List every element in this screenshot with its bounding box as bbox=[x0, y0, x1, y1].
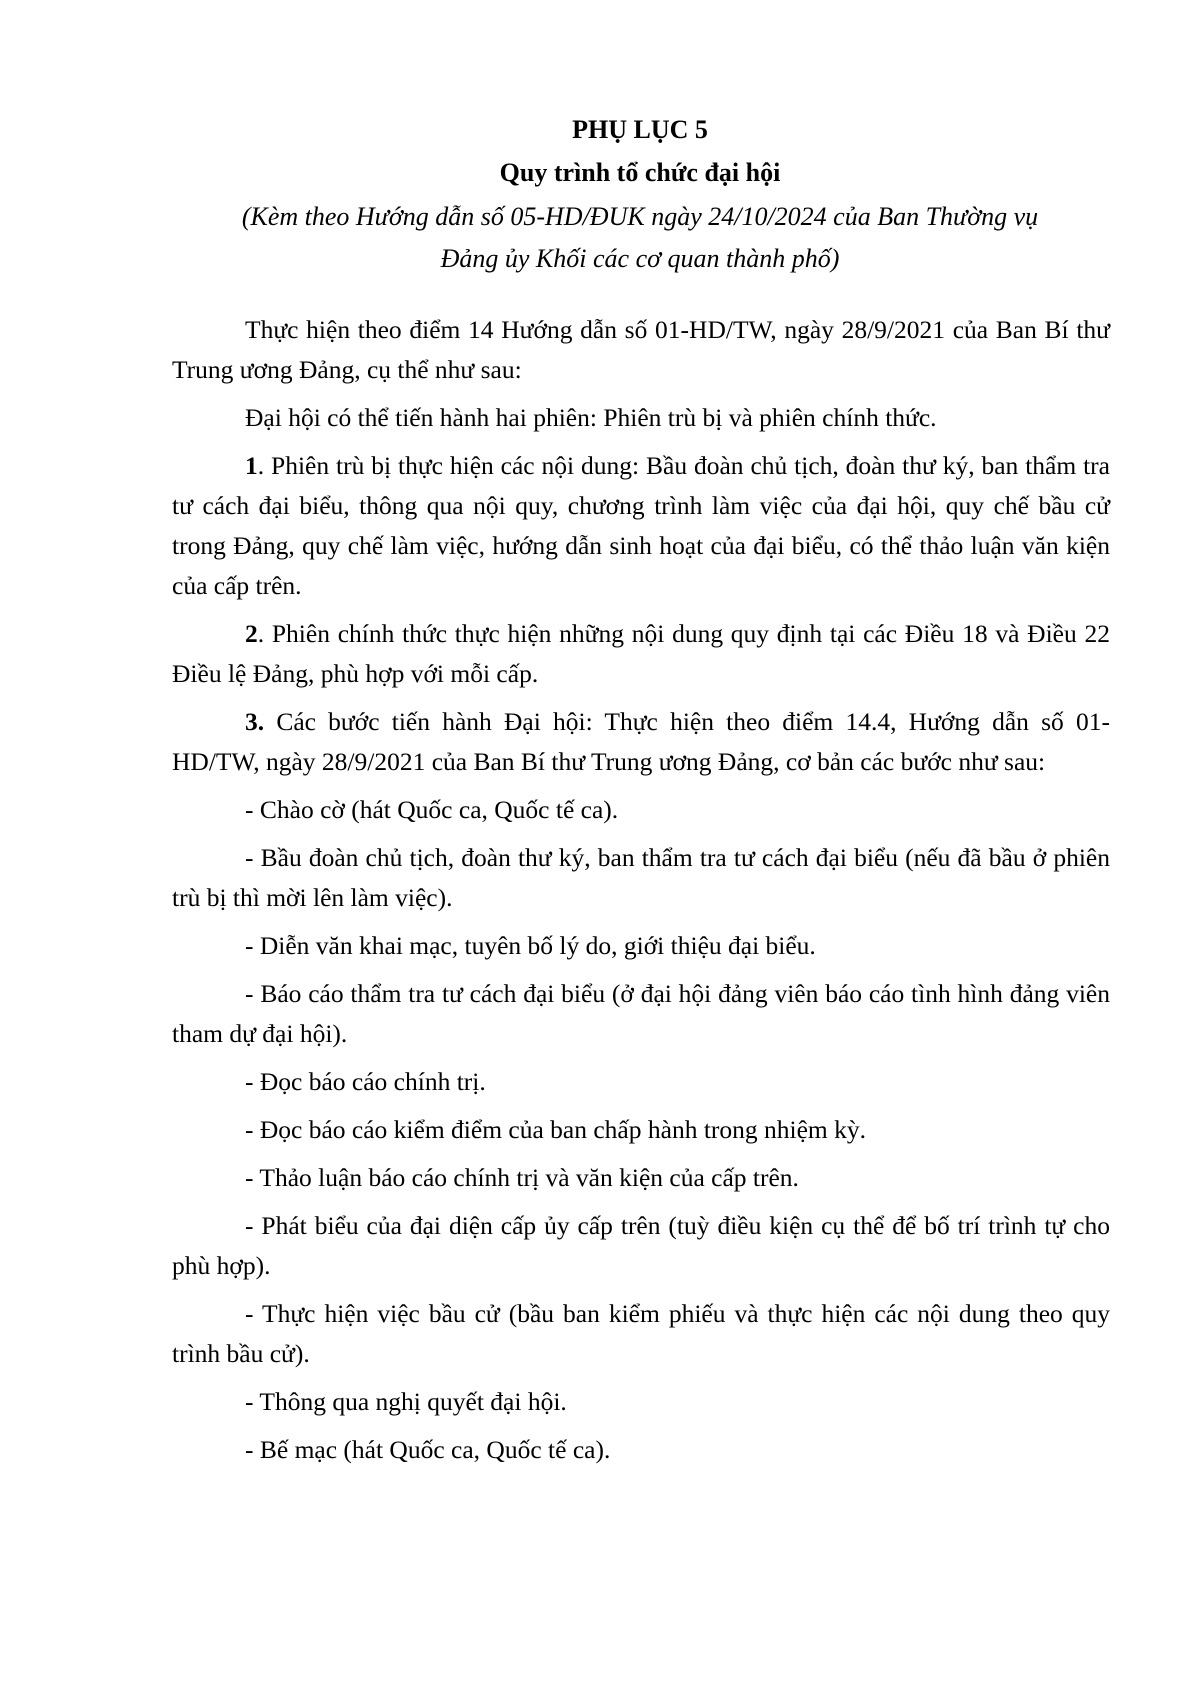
section-paragraph bbox=[172, 614, 1110, 694]
step-item: - Thông qua nghị quyết đại hội. bbox=[245, 1387, 567, 1416]
document-title: Quy trình tổ chức đại hội bbox=[499, 158, 781, 187]
step-item: - Bầu đoàn chủ tịch, đoàn thư ký, ban thẩm tra tư cách đại biểu (nếu đã bầu ở phiên trù bị thì mời lên làm việc). bbox=[172, 843, 1110, 912]
section-text: . Phiên chính thức thực hiện những nội dung quy định tại các Điều 18 và Điều 22 Điều lệ Đảng, phù hợp với mỗi cấp. bbox=[172, 619, 1110, 688]
document-body bbox=[172, 310, 1110, 1478]
section-text: Các bước tiến hành Đại hội: Thực hiện theo điểm 14.4, Hướng dẫn số 01-HD/TW, ngày 28/9/2021 của Ban Bí thư Trung ương Đảng, cơ bản các bước như sau: bbox=[172, 707, 1110, 776]
step-item: - Diễn văn khai mạc, tuyên bố lý do, giới thiệu đại biểu. bbox=[245, 931, 816, 960]
section-paragraph bbox=[172, 446, 1110, 606]
step-item: - Đọc báo cáo chính trị. bbox=[245, 1067, 486, 1096]
section-number: 3. bbox=[245, 707, 265, 736]
subtitle-line-1: (Kèm theo Hướng dẫn số 05-HD/ĐUK ngày 24/10/2024 của Ban Thường vụ bbox=[241, 202, 1039, 231]
step-item: - Bế mạc (hát Quốc ca, Quốc tế ca). bbox=[245, 1435, 611, 1464]
intro-paragraph: Thực hiện theo điểm 14 Hướng dẫn số 01-HD/TW, ngày 28/9/2021 của Ban Bí thư Trung ương Đảng, cụ thể như sau: bbox=[172, 315, 1110, 384]
step-item: - Báo cáo thẩm tra tư cách đại biểu (ở đại hội đảng viên báo cáo tình hình đảng viên tham dự đại hội). bbox=[172, 979, 1110, 1048]
document-subtitle bbox=[170, 196, 1110, 280]
section-text: . Phiên trù bị thực hiện các nội dung: Bầu đoàn chủ tịch, đoàn thư ký, ban thẩm tra tư cách đại biểu, thông qua nội quy, chương trình làm việc của đại hội, quy chế bầu cử trong Đảng, quy chế làm việc, hướng dẫn sinh hoạt của đại biểu, có thể thảo luận văn kiện của cấp trên. bbox=[172, 451, 1110, 600]
subtitle-line-2: Đảng ủy Khối các cơ quan thành phố) bbox=[440, 244, 840, 273]
step-item: - Phát biểu của đại diện cấp ủy cấp trên (tuỳ điều kiện cụ thể để bố trí trình tự cho phù hợp). bbox=[172, 1211, 1110, 1280]
step-item: - Thảo luận báo cáo chính trị và văn kiện của cấp trên. bbox=[245, 1163, 799, 1192]
step-item: - Thực hiện việc bầu cử (bầu ban kiểm phiếu và thực hiện các nội dung theo quy trình bầu cử). bbox=[172, 1299, 1110, 1368]
intro-sessions-paragraph: Đại hội có thể tiến hành hai phiên: Phiên trù bị và phiên chính thức. bbox=[245, 403, 937, 432]
step-item: - Chào cờ (hát Quốc ca, Quốc tế ca). bbox=[245, 795, 619, 824]
section-paragraph bbox=[172, 702, 1110, 782]
section-number: 1 bbox=[245, 451, 258, 480]
section-number: 2 bbox=[245, 619, 258, 648]
appendix-title: PHỤ LỤC 5 bbox=[572, 115, 708, 144]
step-item: - Đọc báo cáo kiểm điểm của ban chấp hành trong nhiệm kỳ. bbox=[245, 1115, 867, 1144]
